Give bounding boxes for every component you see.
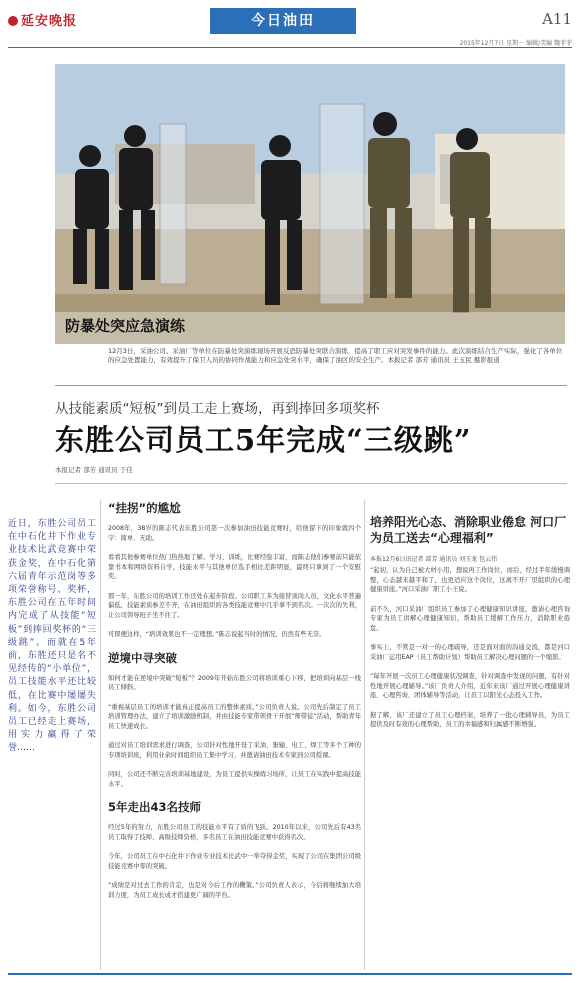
section-title: 今日油田 xyxy=(210,8,356,34)
divider xyxy=(55,385,567,386)
paragraph: 那一年，东胜公司的培训工作还处在起步阶段。公司职工多为接替顶岗人员，文化水平普遍偏低，技能素质参差不齐，在油田组织的各类技能竞赛中几乎拿不到名次。一次次的失利，让公司领导班子坐不住了。 xyxy=(108,592,361,619)
paragraph: 经过5年的努力，东胜公司员工的技能水平有了质的飞跃。2010年以来，公司先后有43名员工取得了技师、高级技师资格，多名员工在油田技能竞赛中获得名次。 xyxy=(108,824,361,841)
newspaper-logo xyxy=(8,10,77,29)
article-lead: 近日，东胜公司员工在中石化井下作业专业技术比武竞赛中荣获金奖，在中石化第六届青年示范岗等多项荣誉称号、奖杯，东胜公司在五年时间内完成了从技能“短板”到捧回奖杯的“三级跳”。而就在5年前，东胜还只是名不见经传的“小单位”，员工技能水平还比较低，在比赛中屡屡失利。如今，东胜公司员工已经走上赛场，用实力赢得了荣誉…… xyxy=(8,519,96,754)
header-rule xyxy=(8,47,572,48)
photo-caption: 防暴处突应急演练 xyxy=(65,317,186,335)
paragraph: “起初，认为自己被大材小用，想说再工作岗位，而后，经过半年缓慢调整，心态越来越平和了，也更适应这个岗位，这离不开厂里组织的心理健康讲座。”河口采油厂职工小王说。 xyxy=(370,567,570,593)
section-heading: 逆境中寻突破 xyxy=(108,650,177,665)
paragraph: “重视基层员工的培训才能真正提高员工的整体素质。”公司负责人说。公司先后制定了员工培训管理办法，建立了培训激励机制，并由技能专家带领骨干开展“师带徒”活动，帮助青年员工快速成长。 xyxy=(108,703,361,730)
second-article-headline: 培养阳光心态、消除职业倦怠 河口厂为员工送去“心理福利” xyxy=(370,515,567,545)
paragraph: “成绩是对过去工作的肯定，也是对今后工作的鞭策。”公司负责人表示，今后将继续加大培训力度，为员工成长成才搭建更广阔的平台。 xyxy=(108,882,361,899)
section-heading: 5年走出43名技师 xyxy=(108,800,202,814)
paragraph: 前不久，河口采油厂组织员工参加了心理健康知识讲座，邀请心理咨询专家为员工讲解心理健康知识，帮助员工缓解工作压力，消除职业倦怠。 xyxy=(370,605,570,632)
footer-rule xyxy=(8,973,572,975)
logo-mark-icon xyxy=(8,16,18,26)
paragraph: 通过对员工培训需求进行调查，公司针对性地开设了采油、集输、电工、焊工等多个工种的专项培训班，利用业余时间组织员工集中学习，并邀请油田技术专家到公司授课。 xyxy=(108,742,361,759)
paragraph: 同时，公司还不断完善培训基地建设，为员工提供实操练习场所，让员工在实践中提高技能水平。 xyxy=(108,771,361,788)
article-headline: 东胜公司员工5年完成“三级跳” xyxy=(55,423,472,457)
masthead xyxy=(8,8,572,34)
photo-description: 12月3日，采油公司、采油厂等单位在防暴处突演练现场开展反恐防暴处突联合演练，提高了职工应对突发事件的能力。此次演练结合生产实际，强化了各单位的应急处置能力，有效提升了保卫人员的协同作战能力和应急处突水平，确保了油区的安全生产。本报记者 部芳 通讯员 王玉民 摄影报道 xyxy=(108,347,563,364)
riot-drill-photo xyxy=(55,64,565,344)
column-rule xyxy=(364,500,365,970)
column-rule xyxy=(100,500,101,970)
paragraph: 2008年，38岁的陈志代表东胜公司第一次参加油田技能竞赛时，给他留下的印象就四个字：简单、无助。 xyxy=(108,525,361,542)
second-article-byline: 本报12月6日讯记者 部芳 通讯员 刘玉龙 包云伟 xyxy=(370,556,498,563)
paragraph: 据了解，该厂还建立了员工心理档案，培养了一批心理辅导员，为员工提供及时有效的心理帮助，员工的幸福感和归属感不断增强。 xyxy=(370,711,570,728)
divider xyxy=(55,483,567,484)
second-article xyxy=(370,514,570,740)
photo-illustration xyxy=(55,64,565,344)
paragraph: 如何才能在逆境中突破“短板”？2009年开始东胜公司将培训重心下移，把培训向基层一线员工倾斜。 xyxy=(108,674,361,691)
page-number: A11 xyxy=(542,10,572,28)
paragraph: 事实上，不管是一对一的心理疏导，还是面对面的沟通交流，都是河口采油厂运用EAP（员工帮助计划）帮助员工解决心理问题的一个缩影。 xyxy=(370,644,570,661)
article-body xyxy=(108,500,361,910)
paragraph: 今年，公司员工在中石化井下作业专业技术比武中一举夺得金奖，实现了公司在集团公司级技能竞赛中零的突破。 xyxy=(108,853,361,870)
section-heading: “挂拐”的尴尬 xyxy=(108,501,181,515)
dateline: 2015年12月7日 星期一 编辑/美编 魏菲菲 xyxy=(459,40,572,47)
paragraph: “每年开展一次员工心理健康状况调查，针对调查中发现的问题，有针对性地开展心理辅导。”该厂负责人介绍，近年来该厂通过开展心理健康讲座、心理咨询、团体辅导等活动，让员工以阳光心态投入工作。 xyxy=(370,673,570,699)
paragraph: 看看其他参赛单位热门热热地了解、学习、训练，比赛经验丰富，而陈志他们参赛前只能依靠书本和网络资料自学，技能水平与其他单位选手相比差距明显，最终只拿到了一个安慰奖。 xyxy=(108,554,361,580)
logo-text: 延安晚报 xyxy=(21,14,78,29)
article-byline: 本报记者 部芳 通讯员 于佳 xyxy=(55,466,133,474)
paragraph: 可即便这样，“培训效果也不一定理想。”陈志说起当时的情况，仍然有些无奈。 xyxy=(108,631,326,638)
article-kicker: 从技能素质“短板”到员工走上赛场，再到捧回多项奖杯 xyxy=(55,401,380,417)
